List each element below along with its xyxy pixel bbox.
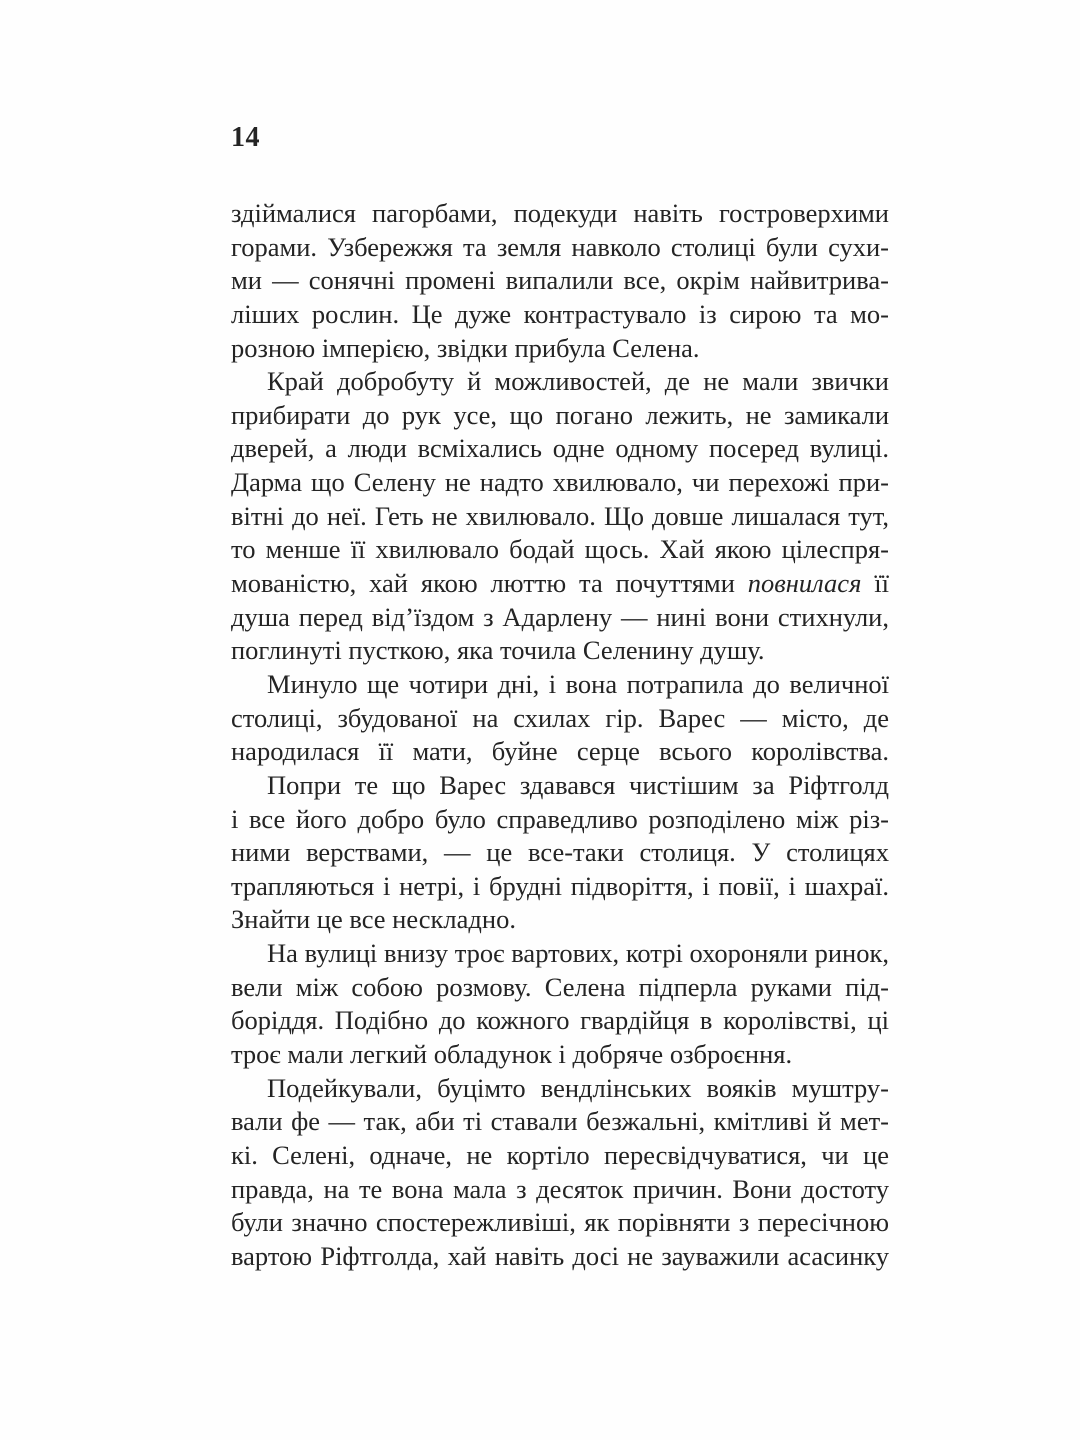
text-line bbox=[231, 735, 889, 769]
page-number: 14 bbox=[231, 122, 260, 153]
text-line bbox=[231, 500, 889, 534]
italic-text: повнилася bbox=[747, 568, 862, 599]
text-segment: і все його добро було справедливо розподілено між різ- bbox=[231, 803, 889, 834]
text-segment: Дарма що Селену не надто хвилювало, чи перехожі при- bbox=[231, 467, 889, 498]
text-line bbox=[231, 264, 889, 298]
text-line bbox=[231, 365, 889, 399]
text-segment: вели між собою розмову. Селена підперла руками під- bbox=[231, 971, 889, 1002]
text-line bbox=[231, 1105, 889, 1139]
text-segment: На вулиці внизу троє вартових, котрі охороняли ринок, bbox=[267, 938, 889, 969]
text-segment: столиці, збудованої на схилах гір. Варес — місто, де bbox=[231, 702, 889, 733]
text-line bbox=[231, 533, 889, 567]
text-segment: душа перед від’їздом з Адарлену — нині вони стихнули, bbox=[231, 601, 889, 632]
paragraph bbox=[231, 937, 889, 1072]
text-line bbox=[231, 971, 889, 1005]
text-segment: мованістю, хай якою люттю та почуттями bbox=[231, 568, 748, 599]
text-line bbox=[231, 870, 889, 904]
page-text bbox=[231, 197, 889, 1274]
text-segment: поглинуті пусткою, яка точила Селенину душу. bbox=[231, 635, 765, 666]
text-line bbox=[231, 466, 889, 500]
text-line bbox=[231, 567, 889, 601]
text-line bbox=[231, 1038, 889, 1072]
paragraph bbox=[231, 197, 889, 365]
paragraph bbox=[231, 668, 889, 769]
text-line bbox=[231, 1004, 889, 1038]
text-line bbox=[231, 1206, 889, 1240]
text-segment: вітні до неї. Геть не хвилювало. Що довше лишалася тут, bbox=[231, 500, 889, 531]
text-line bbox=[231, 903, 889, 937]
text-line bbox=[231, 231, 889, 265]
text-segment: дверей, а люди всміхались одне одному посеред вулиці. bbox=[231, 433, 889, 464]
text-line bbox=[231, 399, 889, 433]
text-line bbox=[231, 298, 889, 332]
text-segment: то менше її хвилювало бодай щось. Хай якою цілеспря- bbox=[231, 534, 889, 565]
text-line bbox=[231, 1240, 889, 1274]
text-segment: її bbox=[861, 568, 889, 599]
text-line bbox=[231, 1139, 889, 1173]
text-line bbox=[231, 668, 889, 702]
text-segment: боріддя. Подібно до кожного гвардійця в королівстві, ці bbox=[231, 1005, 889, 1036]
text-segment: здіймалися пагорбами, подекуди навіть гостроверхими bbox=[231, 198, 889, 228]
text-segment: горами. Узбережжя та земля навколо столиці були сухи- bbox=[231, 231, 889, 262]
paragraph bbox=[231, 365, 889, 668]
text-line bbox=[231, 836, 889, 870]
text-line bbox=[231, 197, 889, 231]
text-line bbox=[231, 634, 889, 668]
text-line bbox=[231, 601, 889, 635]
text-line bbox=[231, 803, 889, 837]
text-segment: ми — сонячні промені випалили все, окрім найвитрива- bbox=[231, 265, 889, 296]
text-segment: кі. Селені, одначе, не кортіло пересвідчуватися, чи це bbox=[231, 1139, 889, 1170]
paragraph bbox=[231, 1072, 889, 1274]
text-line bbox=[231, 432, 889, 466]
text-segment: Знайти це все нескладно. bbox=[231, 904, 516, 935]
text-segment: розною імперією, звідки прибула Селена. bbox=[231, 332, 700, 363]
text-segment: ними верствами, — це все-таки столиця. У столицях bbox=[231, 837, 889, 868]
text-line bbox=[231, 769, 889, 803]
text-segment: трапляються і нетрі, і брудні підворіття, і повії, і шахраї. bbox=[231, 870, 889, 901]
text-segment: були значно спостережливіші, як порівняти з пересічною bbox=[231, 1207, 889, 1238]
paragraph bbox=[231, 769, 889, 937]
text-segment: правда, на те вона мала з десяток причин. Вони достоту bbox=[231, 1173, 889, 1204]
text-segment: прибирати до рук усе, що погано лежить, не замикали bbox=[231, 399, 889, 430]
text-segment: народилася її мати, буйне серце всього королівства. bbox=[231, 736, 889, 767]
text-line bbox=[231, 1173, 889, 1207]
text-segment: вали фе — так, аби ті ставали безжальні, кмітливі й мет- bbox=[231, 1106, 889, 1137]
text-segment: Подейкували, буцімто вендлінських вояків муштру- bbox=[267, 1072, 889, 1103]
text-segment: Край добробуту й можливостей, де не мали звички bbox=[267, 366, 889, 397]
text-line bbox=[231, 1072, 889, 1106]
text-line bbox=[231, 937, 889, 971]
text-segment: троє мали легкий обладунок і добряче озброєння. bbox=[231, 1039, 793, 1070]
text-segment: вартою Ріфтголда, хай навіть досі не зауважили асасинку bbox=[231, 1240, 889, 1271]
text-segment: ліших рослин. Це дуже контрастувало із сирою та мо- bbox=[231, 298, 889, 329]
text-segment: Попри те що Варес здавався чистішим за Ріфтголд bbox=[267, 769, 889, 800]
text-segment: Минуло ще чотири дні, і вона потрапила до величної bbox=[267, 668, 889, 699]
text-line bbox=[231, 332, 889, 366]
text-line bbox=[231, 702, 889, 736]
